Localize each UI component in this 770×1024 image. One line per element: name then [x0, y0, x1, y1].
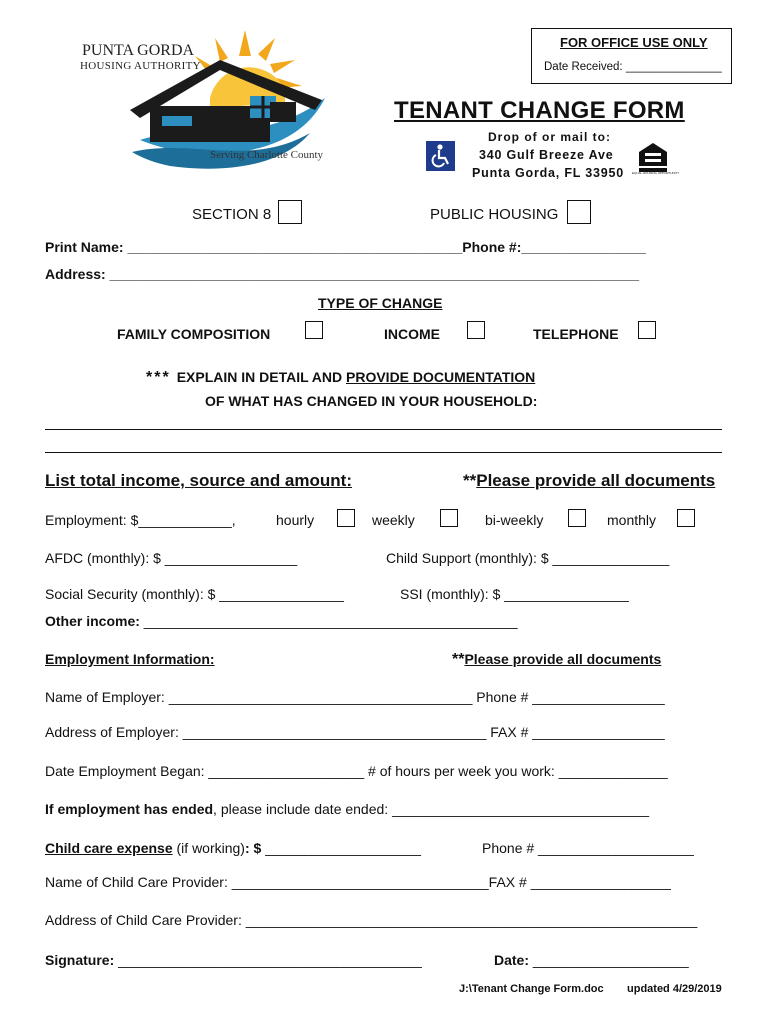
signature-line: _______________________________________ [114, 952, 422, 968]
type-of-change-heading: TYPE OF CHANGE [318, 295, 443, 311]
page-title: TENANT CHANGE FORM [394, 97, 685, 124]
childcare-expense-line: ____________________ [261, 840, 421, 856]
office-address-line2: Punta Gorda, FL 33950 [472, 166, 625, 180]
section8-label: SECTION 8 [192, 206, 272, 223]
signature-date-field[interactable] [494, 952, 689, 968]
hourly-checkbox[interactable] [337, 509, 355, 527]
employment-ended-text: , please include date ended: _________________________________ [213, 801, 650, 817]
provide-documents-prefix: ** [463, 471, 477, 490]
employment-provide-prefix: ** [452, 651, 465, 668]
childcare-expense-note: (if working) [172, 840, 245, 856]
wheelchair-accessible-icon [426, 141, 455, 171]
childcare-expense-dollar: : $ [244, 840, 262, 856]
signature-label: Signature: [45, 952, 115, 968]
employment-ended-field[interactable] [45, 801, 649, 817]
family-composition-checkbox[interactable] [305, 321, 323, 339]
weekly-checkbox[interactable] [440, 509, 458, 527]
drop-off-label: Drop of or mail to: [488, 130, 611, 144]
monthly-label: monthly [607, 512, 657, 528]
employer-name-phone-field[interactable]: Name of Employer: _______________________________________ Phone # _________________ [45, 689, 665, 705]
print-name-phone-line[interactable]: Print Name: ___________________________________________Phone #:________________ [45, 239, 646, 255]
childcare-phone-field[interactable]: Phone # ____________________ [482, 840, 694, 856]
explain-instruction-line2: OF WHAT HAS CHANGED IN YOUR HOUSEHOLD: [205, 393, 538, 409]
office-use-title: FOR OFFICE USE ONLY [560, 35, 708, 50]
signature-field[interactable] [45, 952, 422, 968]
date-received-field[interactable]: Date Received: _______________ [544, 61, 722, 73]
employment-info-heading: Employment Information: [45, 651, 215, 667]
org-name: PUNTA GORDA [82, 42, 195, 59]
section8-checkbox[interactable] [278, 200, 302, 224]
equal-housing-caption: EQUAL HOUSING OPPORTUNITY [632, 171, 680, 175]
office-address-line1: 340 Gulf Breeze Ave [479, 148, 614, 162]
public-housing-checkbox[interactable] [567, 200, 591, 224]
public-housing-label: PUBLIC HOUSING [430, 206, 559, 223]
employment-ended-label: If employment has ended [45, 801, 214, 817]
signature-date-line: ____________________ [529, 952, 689, 968]
equal-housing-icon [632, 141, 680, 175]
employment-date-hours-field[interactable]: Date Employment Began: ____________________ # of hours per week you work: ______________ [45, 763, 668, 779]
monthly-checkbox[interactable] [677, 509, 695, 527]
social-security-field[interactable]: Social Security (monthly): $ ________________ [45, 586, 344, 602]
child-support-field[interactable]: Child Support (monthly): $ _______________ [386, 550, 670, 566]
explain-answer-line-1[interactable] [45, 429, 722, 430]
childcare-provider-address-field[interactable]: Address of Child Care Provider: __________________________________________________________ [45, 912, 698, 928]
ssi-field[interactable]: SSI (monthly): $ ________________ [400, 586, 629, 602]
weekly-label: weekly [372, 512, 415, 528]
explain-text: EXPLAIN IN DETAIL AND [176, 369, 346, 385]
office-use-box [531, 28, 732, 84]
logo-tagline: Serving Charlotte County [210, 149, 324, 161]
afdc-field[interactable]: AFDC (monthly): $ _________________ [45, 550, 298, 566]
employment-amount-field[interactable]: Employment: $____________, [45, 512, 236, 528]
provide-documents-note [463, 471, 715, 491]
other-income-label: Other income: [45, 613, 140, 629]
employment-provide-text: Please provide all documents [464, 651, 662, 667]
childcare-expense-field[interactable] [45, 840, 421, 856]
other-income-line: ________________________________________________ [143, 613, 518, 629]
employment-provide-note [452, 651, 661, 669]
other-income-field[interactable] [45, 613, 518, 629]
income-checkbox[interactable] [467, 321, 485, 339]
telephone-label: TELEPHONE [533, 326, 619, 342]
telephone-checkbox[interactable] [638, 321, 656, 339]
explain-stars: *** [146, 369, 171, 386]
explain-answer-line-2[interactable] [45, 452, 722, 453]
explain-instruction [146, 369, 535, 387]
income-label: INCOME [384, 326, 440, 342]
income-heading: List total income, source and amount: [45, 471, 352, 490]
provide-documents-text: Please provide all documents [476, 471, 716, 490]
footer-updated-date: updated 4/29/2019 [627, 983, 722, 995]
family-composition-label: FAMILY COMPOSITION [117, 326, 271, 342]
childcare-expense-label: Child care expense [45, 840, 173, 856]
explain-documentation: PROVIDE DOCUMENTATION [346, 369, 536, 385]
biweekly-label: bi-weekly [485, 512, 544, 528]
childcare-provider-name-fax-field[interactable]: Name of Child Care Provider: _________________________________FAX # __________________ [45, 874, 671, 890]
org-subname: HOUSING AUTHORITY [80, 60, 201, 72]
address-line[interactable]: Address: ____________________________________________________________________ [45, 266, 640, 282]
footer-filename: J:\Tenant Change Form.doc [459, 983, 604, 995]
biweekly-checkbox[interactable] [568, 509, 586, 527]
signature-date-label: Date: [494, 952, 530, 968]
employer-address-fax-field[interactable]: Address of Employer: _______________________________________ FAX # _________________ [45, 724, 665, 740]
hourly-label: hourly [276, 512, 315, 528]
logo [70, 28, 340, 178]
